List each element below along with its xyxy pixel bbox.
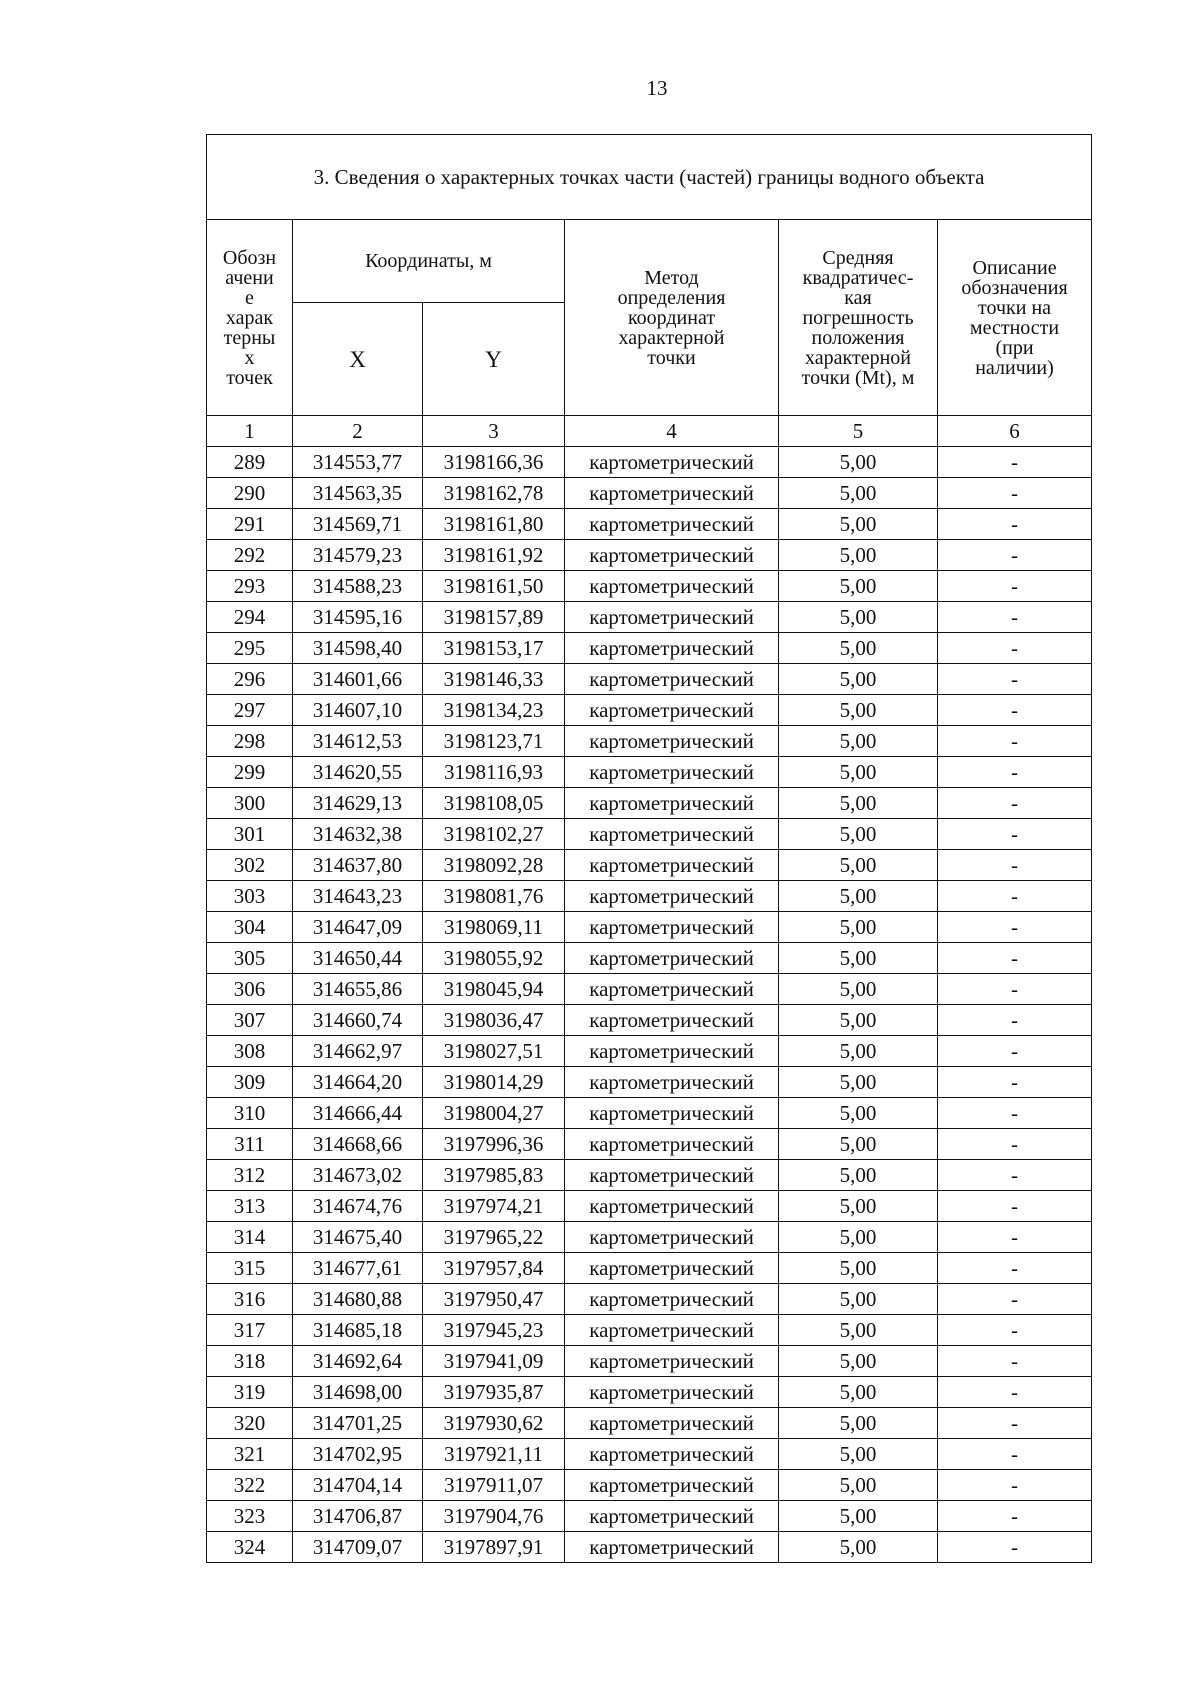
table-header bbox=[207, 135, 1092, 447]
table-row bbox=[207, 1129, 1092, 1160]
point-number-cell: 311 bbox=[207, 1129, 293, 1160]
error-cell: 5,00 bbox=[779, 974, 938, 1005]
x-coordinate-cell: 314632,38 bbox=[293, 819, 423, 850]
error-cell: 5,00 bbox=[779, 1532, 938, 1563]
y-coordinate-cell: 3198014,29 bbox=[423, 1067, 565, 1098]
error-cell: 5,00 bbox=[779, 602, 938, 633]
y-coordinate-cell: 3198036,47 bbox=[423, 1005, 565, 1036]
table-row bbox=[207, 571, 1092, 602]
x-coordinate-cell: 314675,40 bbox=[293, 1222, 423, 1253]
description-cell: - bbox=[938, 540, 1092, 571]
header-coordinates: Координаты, м bbox=[293, 220, 565, 303]
description-cell: - bbox=[938, 850, 1092, 881]
error-cell: 5,00 bbox=[779, 695, 938, 726]
point-number-cell: 289 bbox=[207, 447, 293, 478]
y-coordinate-cell: 3198123,71 bbox=[423, 726, 565, 757]
description-cell: - bbox=[938, 478, 1092, 509]
table-row bbox=[207, 540, 1092, 571]
description-cell: - bbox=[938, 974, 1092, 1005]
point-number-cell: 323 bbox=[207, 1501, 293, 1532]
error-cell: 5,00 bbox=[779, 1005, 938, 1036]
point-number-cell: 302 bbox=[207, 850, 293, 881]
y-coordinate-cell: 3198162,78 bbox=[423, 478, 565, 509]
column-number: 5 bbox=[779, 416, 938, 447]
x-coordinate-cell: 314660,74 bbox=[293, 1005, 423, 1036]
y-coordinate-cell: 3197945,23 bbox=[423, 1315, 565, 1346]
table-row bbox=[207, 602, 1092, 633]
point-number-cell: 295 bbox=[207, 633, 293, 664]
table-row bbox=[207, 943, 1092, 974]
x-coordinate-cell: 314702,95 bbox=[293, 1439, 423, 1470]
table-body bbox=[207, 447, 1092, 1563]
x-coordinate-cell: 314588,23 bbox=[293, 571, 423, 602]
y-coordinate-cell: 3197974,21 bbox=[423, 1191, 565, 1222]
x-coordinate-cell: 314662,97 bbox=[293, 1036, 423, 1067]
description-cell: - bbox=[938, 633, 1092, 664]
table-row bbox=[207, 850, 1092, 881]
x-coordinate-cell: 314569,71 bbox=[293, 509, 423, 540]
point-number-cell: 315 bbox=[207, 1253, 293, 1284]
method-cell: картометрический bbox=[565, 850, 779, 881]
point-number-cell: 306 bbox=[207, 974, 293, 1005]
x-coordinate-cell: 314664,20 bbox=[293, 1067, 423, 1098]
point-number-cell: 321 bbox=[207, 1439, 293, 1470]
method-cell: картометрический bbox=[565, 819, 779, 850]
x-coordinate-cell: 314674,76 bbox=[293, 1191, 423, 1222]
x-coordinate-cell: 314680,88 bbox=[293, 1284, 423, 1315]
error-cell: 5,00 bbox=[779, 1222, 938, 1253]
point-number-cell: 299 bbox=[207, 757, 293, 788]
method-cell: картометрический bbox=[565, 1284, 779, 1315]
point-number-cell: 304 bbox=[207, 912, 293, 943]
description-cell: - bbox=[938, 447, 1092, 478]
method-cell: картометрический bbox=[565, 1005, 779, 1036]
y-coordinate-cell: 3198055,92 bbox=[423, 943, 565, 974]
error-cell: 5,00 bbox=[779, 1067, 938, 1098]
point-number-cell: 316 bbox=[207, 1284, 293, 1315]
method-cell: картометрический bbox=[565, 633, 779, 664]
y-coordinate-cell: 3197930,62 bbox=[423, 1408, 565, 1439]
x-coordinate-cell: 314612,53 bbox=[293, 726, 423, 757]
error-cell: 5,00 bbox=[779, 633, 938, 664]
table-row bbox=[207, 1005, 1092, 1036]
error-cell: 5,00 bbox=[779, 757, 938, 788]
boundary-points-table bbox=[206, 134, 1092, 1563]
y-coordinate-cell: 3198081,76 bbox=[423, 881, 565, 912]
method-cell: картометрический bbox=[565, 943, 779, 974]
error-cell: 5,00 bbox=[779, 912, 938, 943]
table-row bbox=[207, 1501, 1092, 1532]
table-row bbox=[207, 1253, 1092, 1284]
y-coordinate-cell: 3198092,28 bbox=[423, 850, 565, 881]
header-error: Средняя квадратичес- кая погрешность положения характерной точки (Mt), м bbox=[779, 220, 938, 416]
column-number: 2 bbox=[293, 416, 423, 447]
y-coordinate-cell: 3198161,92 bbox=[423, 540, 565, 571]
method-cell: картометрический bbox=[565, 1501, 779, 1532]
x-coordinate-cell: 314553,77 bbox=[293, 447, 423, 478]
x-coordinate-cell: 314706,87 bbox=[293, 1501, 423, 1532]
method-cell: картометрический bbox=[565, 1191, 779, 1222]
table-row bbox=[207, 1315, 1092, 1346]
method-cell: картометрический bbox=[565, 912, 779, 943]
error-cell: 5,00 bbox=[779, 540, 938, 571]
error-cell: 5,00 bbox=[779, 1160, 938, 1191]
point-number-cell: 296 bbox=[207, 664, 293, 695]
method-cell: картометрический bbox=[565, 1098, 779, 1129]
table-row bbox=[207, 1408, 1092, 1439]
x-coordinate-cell: 314692,64 bbox=[293, 1346, 423, 1377]
y-coordinate-cell: 3197911,07 bbox=[423, 1470, 565, 1501]
error-cell: 5,00 bbox=[779, 571, 938, 602]
x-coordinate-cell: 314579,23 bbox=[293, 540, 423, 571]
description-cell: - bbox=[938, 788, 1092, 819]
table-row bbox=[207, 478, 1092, 509]
header-method: Метод определения координат характерной точки bbox=[565, 220, 779, 416]
point-number-cell: 300 bbox=[207, 788, 293, 819]
y-coordinate-cell: 3197904,76 bbox=[423, 1501, 565, 1532]
y-coordinate-cell: 3197935,87 bbox=[423, 1377, 565, 1408]
description-cell: - bbox=[938, 664, 1092, 695]
description-cell: - bbox=[938, 509, 1092, 540]
method-cell: картометрический bbox=[565, 1129, 779, 1160]
method-cell: картометрический bbox=[565, 1315, 779, 1346]
y-coordinate-cell: 3198146,33 bbox=[423, 664, 565, 695]
table-row bbox=[207, 819, 1092, 850]
point-number-cell: 303 bbox=[207, 881, 293, 912]
method-cell: картометрический bbox=[565, 881, 779, 912]
table-row bbox=[207, 1222, 1092, 1253]
method-cell: картометрический bbox=[565, 1067, 779, 1098]
x-coordinate-cell: 314595,16 bbox=[293, 602, 423, 633]
method-cell: картометрический bbox=[565, 1377, 779, 1408]
x-coordinate-cell: 314677,61 bbox=[293, 1253, 423, 1284]
point-number-cell: 294 bbox=[207, 602, 293, 633]
x-coordinate-cell: 314629,13 bbox=[293, 788, 423, 819]
description-cell: - bbox=[938, 757, 1092, 788]
description-cell: - bbox=[938, 1377, 1092, 1408]
description-cell: - bbox=[938, 1005, 1092, 1036]
error-cell: 5,00 bbox=[779, 1284, 938, 1315]
y-coordinate-cell: 3198116,93 bbox=[423, 757, 565, 788]
x-coordinate-cell: 314666,44 bbox=[293, 1098, 423, 1129]
table-row bbox=[207, 1191, 1092, 1222]
header-y: Y bbox=[423, 303, 565, 416]
point-number-cell: 307 bbox=[207, 1005, 293, 1036]
y-coordinate-cell: 3198166,36 bbox=[423, 447, 565, 478]
method-cell: картометрический bbox=[565, 726, 779, 757]
method-cell: картометрический bbox=[565, 1253, 779, 1284]
x-coordinate-cell: 314655,86 bbox=[293, 974, 423, 1005]
header-designation: Обозн ачени е харак терны х точек bbox=[207, 220, 293, 416]
table-row bbox=[207, 633, 1092, 664]
x-coordinate-cell: 314598,40 bbox=[293, 633, 423, 664]
x-coordinate-cell: 314637,80 bbox=[293, 850, 423, 881]
description-cell: - bbox=[938, 1036, 1092, 1067]
method-cell: картометрический bbox=[565, 447, 779, 478]
table-row bbox=[207, 912, 1092, 943]
x-coordinate-cell: 314620,55 bbox=[293, 757, 423, 788]
table-row bbox=[207, 788, 1092, 819]
table-row bbox=[207, 1346, 1092, 1377]
x-coordinate-cell: 314698,00 bbox=[293, 1377, 423, 1408]
x-coordinate-cell: 314704,14 bbox=[293, 1470, 423, 1501]
method-cell: картометрический bbox=[565, 695, 779, 726]
point-number-cell: 290 bbox=[207, 478, 293, 509]
x-coordinate-cell: 314650,44 bbox=[293, 943, 423, 974]
method-cell: картометрический bbox=[565, 1222, 779, 1253]
point-number-cell: 308 bbox=[207, 1036, 293, 1067]
method-cell: картометрический bbox=[565, 478, 779, 509]
description-cell: - bbox=[938, 602, 1092, 633]
y-coordinate-cell: 3197921,11 bbox=[423, 1439, 565, 1470]
y-coordinate-cell: 3198157,89 bbox=[423, 602, 565, 633]
table-row bbox=[207, 1532, 1092, 1563]
y-coordinate-cell: 3197957,84 bbox=[423, 1253, 565, 1284]
table-row bbox=[207, 1470, 1092, 1501]
method-cell: картометрический bbox=[565, 1036, 779, 1067]
description-cell: - bbox=[938, 1160, 1092, 1191]
y-coordinate-cell: 3197897,91 bbox=[423, 1532, 565, 1563]
table-row bbox=[207, 447, 1092, 478]
error-cell: 5,00 bbox=[779, 881, 938, 912]
y-coordinate-cell: 3198069,11 bbox=[423, 912, 565, 943]
header-x: X bbox=[293, 303, 423, 416]
column-number-row bbox=[207, 416, 1092, 447]
method-cell: картометрический bbox=[565, 1160, 779, 1191]
x-coordinate-cell: 314647,09 bbox=[293, 912, 423, 943]
y-coordinate-cell: 3198027,51 bbox=[423, 1036, 565, 1067]
point-number-cell: 320 bbox=[207, 1408, 293, 1439]
error-cell: 5,00 bbox=[779, 850, 938, 881]
description-cell: - bbox=[938, 1315, 1092, 1346]
y-coordinate-cell: 3197941,09 bbox=[423, 1346, 565, 1377]
column-number: 6 bbox=[938, 416, 1092, 447]
method-cell: картометрический bbox=[565, 1346, 779, 1377]
description-cell: - bbox=[938, 819, 1092, 850]
table-row bbox=[207, 1377, 1092, 1408]
description-cell: - bbox=[938, 1346, 1092, 1377]
method-cell: картометрический bbox=[565, 664, 779, 695]
description-cell: - bbox=[938, 571, 1092, 602]
point-number-cell: 322 bbox=[207, 1470, 293, 1501]
description-cell: - bbox=[938, 1253, 1092, 1284]
y-coordinate-cell: 3197965,22 bbox=[423, 1222, 565, 1253]
method-cell: картометрический bbox=[565, 1408, 779, 1439]
y-coordinate-cell: 3198161,50 bbox=[423, 571, 565, 602]
method-cell: картометрический bbox=[565, 974, 779, 1005]
x-coordinate-cell: 314685,18 bbox=[293, 1315, 423, 1346]
y-coordinate-cell: 3198108,05 bbox=[423, 788, 565, 819]
y-coordinate-cell: 3197996,36 bbox=[423, 1129, 565, 1160]
description-cell: - bbox=[938, 1501, 1092, 1532]
table-row bbox=[207, 1067, 1092, 1098]
description-cell: - bbox=[938, 1222, 1092, 1253]
table-row bbox=[207, 1098, 1092, 1129]
point-number-cell: 309 bbox=[207, 1067, 293, 1098]
table-title: 3. Сведения о характерных точках части (частей) границы водного объекта bbox=[207, 135, 1092, 220]
method-cell: картометрический bbox=[565, 602, 779, 633]
description-cell: - bbox=[938, 943, 1092, 974]
table-row bbox=[207, 974, 1092, 1005]
method-cell: картометрический bbox=[565, 509, 779, 540]
error-cell: 5,00 bbox=[779, 1408, 938, 1439]
error-cell: 5,00 bbox=[779, 1439, 938, 1470]
point-number-cell: 324 bbox=[207, 1532, 293, 1563]
point-number-cell: 293 bbox=[207, 571, 293, 602]
description-cell: - bbox=[938, 1067, 1092, 1098]
error-cell: 5,00 bbox=[779, 664, 938, 695]
error-cell: 5,00 bbox=[779, 1377, 938, 1408]
y-coordinate-cell: 3198134,23 bbox=[423, 695, 565, 726]
error-cell: 5,00 bbox=[779, 943, 938, 974]
error-cell: 5,00 bbox=[779, 1470, 938, 1501]
x-coordinate-cell: 314607,10 bbox=[293, 695, 423, 726]
description-cell: - bbox=[938, 1191, 1092, 1222]
point-number-cell: 312 bbox=[207, 1160, 293, 1191]
description-cell: - bbox=[938, 1439, 1092, 1470]
x-coordinate-cell: 314673,02 bbox=[293, 1160, 423, 1191]
error-cell: 5,00 bbox=[779, 726, 938, 757]
x-coordinate-cell: 314668,66 bbox=[293, 1129, 423, 1160]
y-coordinate-cell: 3197950,47 bbox=[423, 1284, 565, 1315]
error-cell: 5,00 bbox=[779, 1346, 938, 1377]
y-coordinate-cell: 3198004,27 bbox=[423, 1098, 565, 1129]
method-cell: картометрический bbox=[565, 1470, 779, 1501]
description-cell: - bbox=[938, 912, 1092, 943]
point-number-cell: 292 bbox=[207, 540, 293, 571]
error-cell: 5,00 bbox=[779, 1191, 938, 1222]
table-row bbox=[207, 726, 1092, 757]
point-number-cell: 313 bbox=[207, 1191, 293, 1222]
description-cell: - bbox=[938, 695, 1092, 726]
y-coordinate-cell: 3198045,94 bbox=[423, 974, 565, 1005]
table-row bbox=[207, 1160, 1092, 1191]
x-coordinate-cell: 314563,35 bbox=[293, 478, 423, 509]
error-cell: 5,00 bbox=[779, 478, 938, 509]
description-cell: - bbox=[938, 1532, 1092, 1563]
table-row bbox=[207, 757, 1092, 788]
x-coordinate-cell: 314643,23 bbox=[293, 881, 423, 912]
point-number-cell: 301 bbox=[207, 819, 293, 850]
description-cell: - bbox=[938, 1098, 1092, 1129]
description-cell: - bbox=[938, 1129, 1092, 1160]
error-cell: 5,00 bbox=[779, 819, 938, 850]
point-number-cell: 297 bbox=[207, 695, 293, 726]
y-coordinate-cell: 3197985,83 bbox=[423, 1160, 565, 1191]
table-row bbox=[207, 1284, 1092, 1315]
method-cell: картометрический bbox=[565, 757, 779, 788]
description-cell: - bbox=[938, 1408, 1092, 1439]
method-cell: картометрический bbox=[565, 788, 779, 819]
error-cell: 5,00 bbox=[779, 509, 938, 540]
page-number-text: 13 bbox=[646, 76, 668, 100]
point-number-cell: 319 bbox=[207, 1377, 293, 1408]
table-row bbox=[207, 664, 1092, 695]
error-cell: 5,00 bbox=[779, 1501, 938, 1532]
y-coordinate-cell: 3198102,27 bbox=[423, 819, 565, 850]
error-cell: 5,00 bbox=[779, 1129, 938, 1160]
table-row bbox=[207, 1439, 1092, 1470]
table-row bbox=[207, 1036, 1092, 1067]
error-cell: 5,00 bbox=[779, 1098, 938, 1129]
point-number-cell: 317 bbox=[207, 1315, 293, 1346]
y-coordinate-cell: 3198161,80 bbox=[423, 509, 565, 540]
table-row bbox=[207, 881, 1092, 912]
method-cell: картометрический bbox=[565, 571, 779, 602]
description-cell: - bbox=[938, 1470, 1092, 1501]
point-number-cell: 305 bbox=[207, 943, 293, 974]
description-cell: - bbox=[938, 1284, 1092, 1315]
error-cell: 5,00 bbox=[779, 447, 938, 478]
error-cell: 5,00 bbox=[779, 1315, 938, 1346]
x-coordinate-cell: 314709,07 bbox=[293, 1532, 423, 1563]
column-number: 3 bbox=[423, 416, 565, 447]
error-cell: 5,00 bbox=[779, 788, 938, 819]
point-number-cell: 291 bbox=[207, 509, 293, 540]
point-number-cell: 318 bbox=[207, 1346, 293, 1377]
column-number: 1 bbox=[207, 416, 293, 447]
point-number-cell: 314 bbox=[207, 1222, 293, 1253]
table-row bbox=[207, 695, 1092, 726]
method-cell: картометрический bbox=[565, 1439, 779, 1470]
x-coordinate-cell: 314701,25 bbox=[293, 1408, 423, 1439]
y-coordinate-cell: 3198153,17 bbox=[423, 633, 565, 664]
point-number-cell: 298 bbox=[207, 726, 293, 757]
method-cell: картометрический bbox=[565, 1532, 779, 1563]
point-number-cell: 310 bbox=[207, 1098, 293, 1129]
description-cell: - bbox=[938, 726, 1092, 757]
table-row bbox=[207, 509, 1092, 540]
error-cell: 5,00 bbox=[779, 1253, 938, 1284]
description-cell: - bbox=[938, 881, 1092, 912]
method-cell: картометрический bbox=[565, 540, 779, 571]
header-description: Описание обозначения точки на местности (при наличии) bbox=[938, 220, 1092, 416]
column-number: 4 bbox=[565, 416, 779, 447]
x-coordinate-cell: 314601,66 bbox=[293, 664, 423, 695]
error-cell: 5,00 bbox=[779, 1036, 938, 1067]
